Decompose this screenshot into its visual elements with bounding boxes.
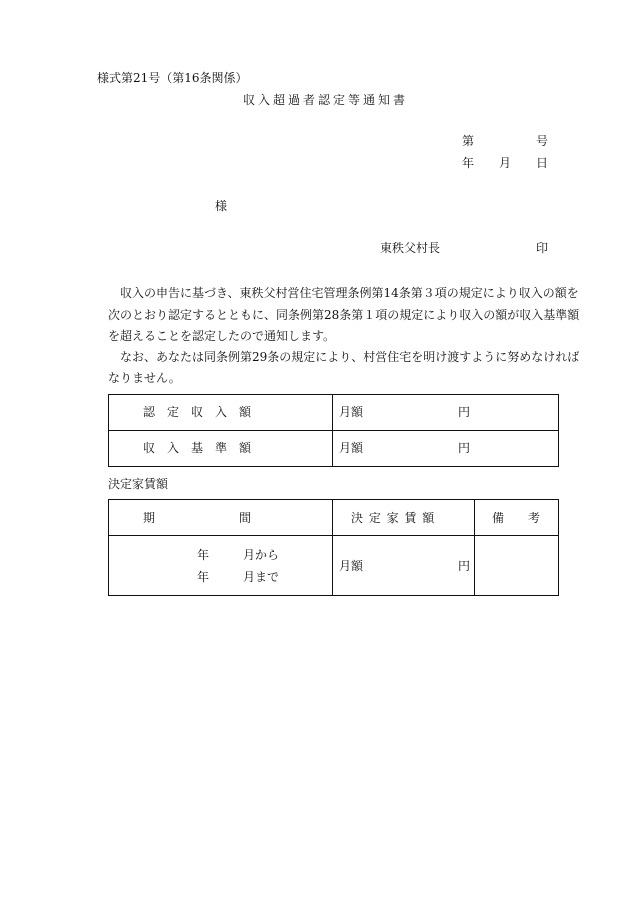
income-standard-unit: 円: [458, 441, 471, 455]
period-to: 月まで: [243, 570, 280, 584]
body-line-2: 次のとおり認定するとともに、同条例第28条第１項の規定により収入の額が収入基準額: [108, 308, 580, 322]
form-number: 様式第21号（第16条関係）: [97, 71, 248, 85]
period-to-year: 年: [197, 570, 210, 584]
income-standard-label: 収 入 基 準 額: [143, 441, 252, 455]
body-line-1: 収入の申告に基づき、東秩父村営住宅管理条例第14条第３項の規定により収入の額を: [120, 286, 579, 300]
rent-monthly: 月額: [339, 559, 364, 573]
rent-section-label: 決定家賃額: [108, 477, 169, 491]
issuer-name: 東秩父村長: [380, 241, 441, 255]
document-title: 収入超過者認定等通知書: [243, 93, 409, 107]
doc-number-suffix: 号: [536, 134, 549, 148]
rent-unit: 円: [458, 559, 471, 573]
rent-table-header-divider: [108, 535, 559, 536]
remarks-header: 備 考: [492, 511, 541, 525]
rent-header: 決 定 家 賃 額: [351, 511, 436, 525]
date-month: 月: [499, 156, 512, 170]
body-line-3: を超えることを認定したので通知します。: [108, 329, 336, 343]
body-line-4: なお、あなたは同条例第29条の規定により、村営住宅を明け渡すように努めなければ: [120, 350, 580, 364]
rent-table-col-divider-1: [332, 499, 333, 596]
certified-income-unit: 円: [458, 405, 471, 419]
date-year: 年: [462, 156, 475, 170]
income-table-col-divider: [332, 394, 333, 467]
certified-income-label: 認 定 収 入 額: [143, 405, 252, 419]
issuer-seal: 印: [536, 241, 549, 255]
date-day: 日: [536, 156, 549, 170]
period-from-year: 年: [197, 548, 210, 562]
certified-income-monthly: 月額: [339, 405, 364, 419]
income-standard-monthly: 月額: [339, 441, 364, 455]
addressee-suffix: 様: [215, 199, 228, 213]
income-table-row-divider: [108, 430, 559, 431]
period-from: 月から: [243, 548, 280, 562]
body-line-5: なりません。: [108, 371, 181, 385]
period-header: 期 間: [143, 511, 252, 525]
doc-number-prefix: 第: [462, 134, 475, 148]
rent-table-col-divider-2: [474, 499, 475, 596]
